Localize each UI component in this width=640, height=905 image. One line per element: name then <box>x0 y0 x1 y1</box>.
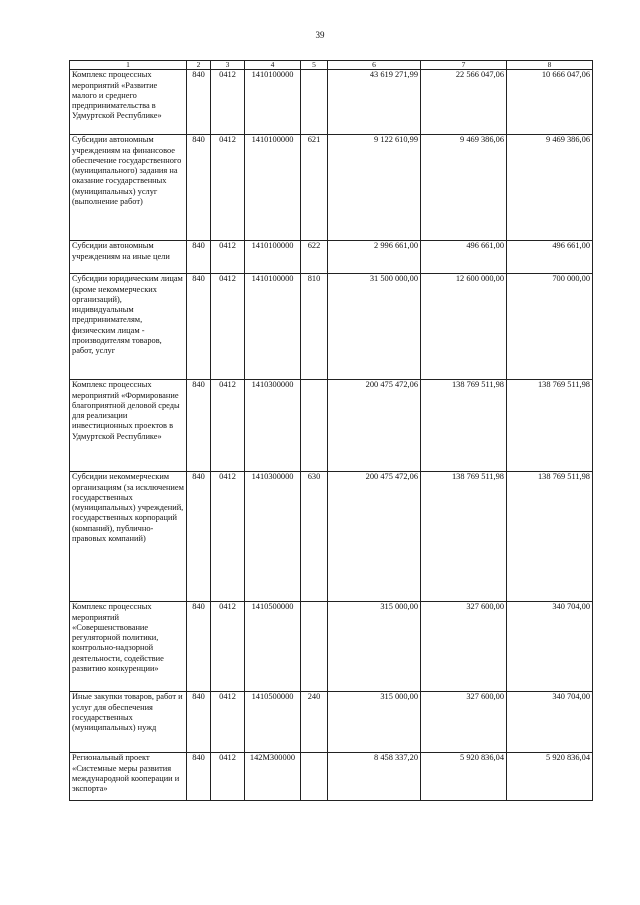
row-name: Комплекс процессных мероприятий «Развитие малого и среднего предпринимательства в Удмуртской Республике» <box>70 70 187 135</box>
amount-col-7: 327 600,00 <box>421 692 507 753</box>
amount-col-6: 31 500 000,00 <box>328 274 421 380</box>
expense-type-code <box>301 753 328 801</box>
row-name: Субсидии юридическим лицам (кроме некоммерческих организаций), индивидуальным предпринимателям, физическим лицам - производителям товаров, работ, услуг <box>70 274 187 380</box>
amount-col-6: 200 475 472,06 <box>328 380 421 472</box>
table-row <box>70 241 593 274</box>
amount-col-7: 5 920 836,04 <box>421 753 507 801</box>
amount-col-7: 138 769 511,98 <box>421 380 507 472</box>
target-article-code: 1410100000 <box>245 274 301 380</box>
ministry-code: 840 <box>187 602 211 692</box>
column-header: 1 <box>70 61 187 70</box>
section-code: 0412 <box>211 602 245 692</box>
amount-col-8: 340 704,00 <box>507 602 593 692</box>
section-code: 0412 <box>211 380 245 472</box>
amount-col-6: 9 122 610,99 <box>328 135 421 241</box>
amount-col-6: 8 458 337,20 <box>328 753 421 801</box>
row-name: Субсидии автономным учреждениям на финансовое обеспечение государственного (муниципального) задания на оказание государственных (муниципальных) услуг (выполнение работ) <box>70 135 187 241</box>
section-code: 0412 <box>211 241 245 274</box>
target-article-code: 1410500000 <box>245 602 301 692</box>
ministry-code: 840 <box>187 274 211 380</box>
amount-col-7: 327 600,00 <box>421 602 507 692</box>
row-name: Региональный проект «Системные меры развития международной кооперации и экспорта» <box>70 753 187 801</box>
table-row <box>70 380 593 472</box>
ministry-code: 840 <box>187 70 211 135</box>
expense-type-code <box>301 380 328 472</box>
target-article-code: 1410100000 <box>245 241 301 274</box>
ministry-code: 840 <box>187 241 211 274</box>
amount-col-8: 700 000,00 <box>507 274 593 380</box>
amount-col-8: 496 661,00 <box>507 241 593 274</box>
amount-col-6: 315 000,00 <box>328 692 421 753</box>
row-name: Субсидии некоммерческим организациям (за исключением государственных (муниципальных) учреждений, государственных корпораций (компаний), публично-правовых компаний) <box>70 472 187 602</box>
table-row <box>70 602 593 692</box>
table-row <box>70 274 593 380</box>
target-article-code: 1410100000 <box>245 70 301 135</box>
expense-type-code: 240 <box>301 692 328 753</box>
ministry-code: 840 <box>187 753 211 801</box>
column-header: 4 <box>245 61 301 70</box>
column-header: 3 <box>211 61 245 70</box>
table-row <box>70 135 593 241</box>
column-header: 5 <box>301 61 328 70</box>
target-article-code: 1410500000 <box>245 692 301 753</box>
ministry-code: 840 <box>187 135 211 241</box>
page-number: 39 <box>315 30 325 40</box>
target-article-code: 1410300000 <box>245 380 301 472</box>
amount-col-7: 12 600 000,00 <box>421 274 507 380</box>
expense-type-code: 622 <box>301 241 328 274</box>
expense-type-code: 810 <box>301 274 328 380</box>
amount-col-6: 315 000,00 <box>328 602 421 692</box>
section-code: 0412 <box>211 692 245 753</box>
amount-col-8: 10 666 047,06 <box>507 70 593 135</box>
target-article-code: 1410100000 <box>245 135 301 241</box>
amount-col-6: 2 996 661,00 <box>328 241 421 274</box>
budget-table <box>69 60 593 801</box>
table-row <box>70 472 593 602</box>
amount-col-8: 9 469 386,06 <box>507 135 593 241</box>
section-code: 0412 <box>211 70 245 135</box>
column-header: 6 <box>328 61 421 70</box>
column-header: 2 <box>187 61 211 70</box>
section-code: 0412 <box>211 274 245 380</box>
expense-type-code: 621 <box>301 135 328 241</box>
column-header: 7 <box>421 61 507 70</box>
amount-col-7: 9 469 386,06 <box>421 135 507 241</box>
ministry-code: 840 <box>187 472 211 602</box>
section-code: 0412 <box>211 753 245 801</box>
table-row <box>70 70 593 135</box>
table-row <box>70 692 593 753</box>
amount-col-8: 5 920 836,04 <box>507 753 593 801</box>
amount-col-7: 138 769 511,98 <box>421 472 507 602</box>
target-article-code: 142М300000 <box>245 753 301 801</box>
section-code: 0412 <box>211 472 245 602</box>
column-number-row <box>70 61 593 70</box>
amount-col-8: 138 769 511,98 <box>507 380 593 472</box>
amount-col-6: 43 619 271,99 <box>328 70 421 135</box>
ministry-code: 840 <box>187 692 211 753</box>
expense-type-code <box>301 70 328 135</box>
row-name: Комплекс процессных мероприятий «Совершенствование регуляторной политики, контрольно-надзорной деятельности, содействие развитию конкуренции» <box>70 602 187 692</box>
table-row <box>70 753 593 801</box>
amount-col-8: 340 704,00 <box>507 692 593 753</box>
amount-col-6: 200 475 472,06 <box>328 472 421 602</box>
row-name: Комплекс процессных мероприятий «Формирование благоприятной деловой среды для реализации инвестиционных проектов в Удмуртской Республике» <box>70 380 187 472</box>
expense-type-code: 630 <box>301 472 328 602</box>
ministry-code: 840 <box>187 380 211 472</box>
amount-col-8: 138 769 511,98 <box>507 472 593 602</box>
amount-col-7: 22 566 047,06 <box>421 70 507 135</box>
row-name: Иные закупки товаров, работ и услуг для обеспечения государственных (муниципальных) нужд <box>70 692 187 753</box>
column-header: 8 <box>507 61 593 70</box>
section-code: 0412 <box>211 135 245 241</box>
amount-col-7: 496 661,00 <box>421 241 507 274</box>
row-name: Субсидии автономным учреждениям на иные цели <box>70 241 187 274</box>
expense-type-code <box>301 602 328 692</box>
target-article-code: 1410300000 <box>245 472 301 602</box>
